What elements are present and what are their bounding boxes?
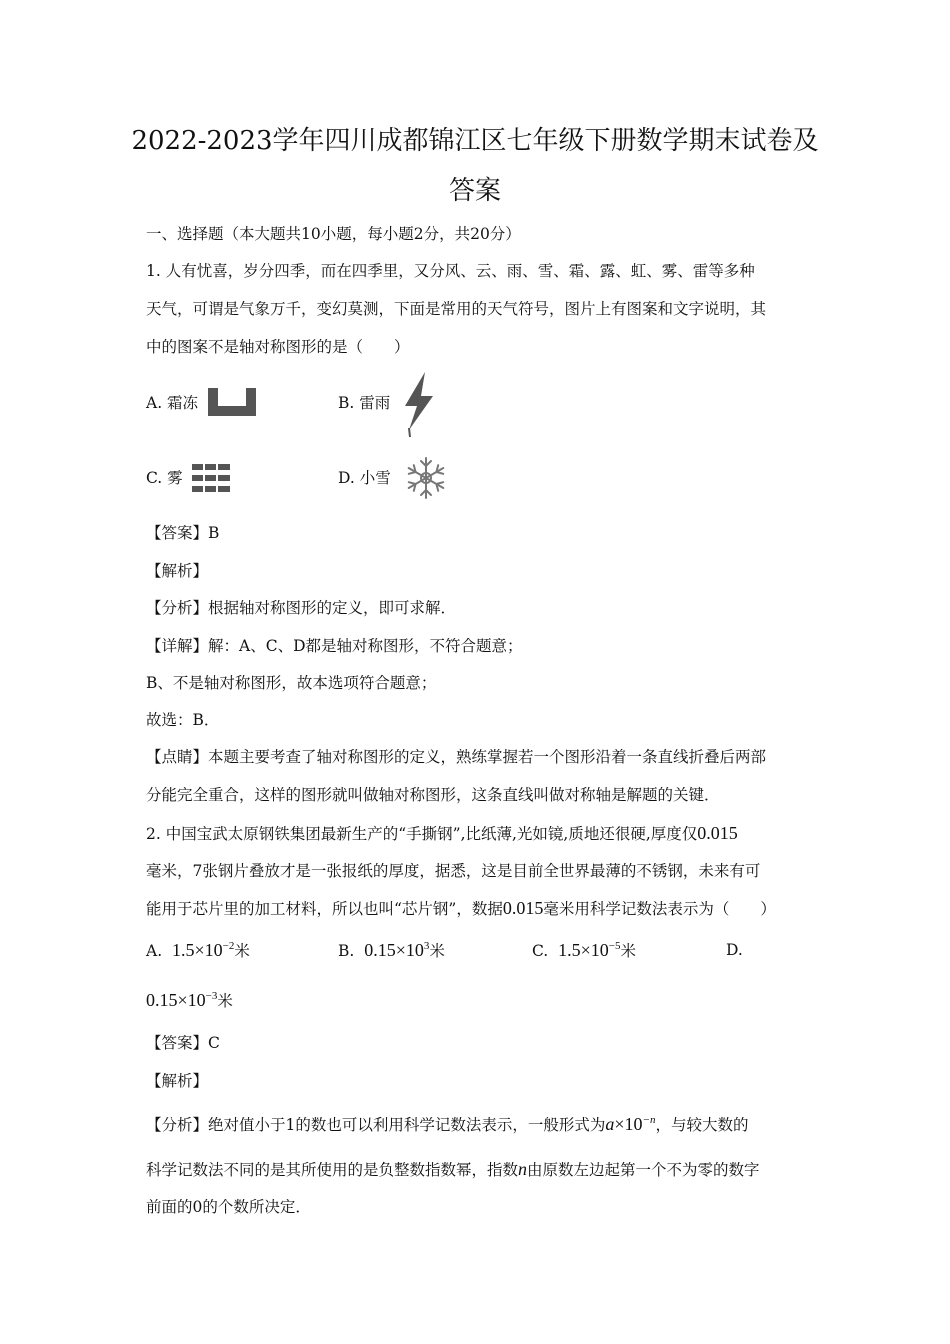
option-math: [558, 940, 620, 960]
q1-stem-line-3: 中的图案不是轴对称图形的是（ ）: [146, 338, 410, 356]
xiangjie-text: 解：A、C、D都是轴对称图形，不符合题意；: [208, 637, 523, 655]
formula-variable: a: [605, 1114, 615, 1134]
q2-option-a: [146, 940, 250, 961]
answer-value: B: [208, 524, 220, 542]
fenxi-formula: [605, 1114, 655, 1134]
option-math: [172, 940, 234, 960]
answer-tag: 【答案】: [146, 1034, 209, 1052]
q2-stem-line-3: [146, 898, 776, 919]
option-exponent: −3: [205, 990, 218, 1002]
q1-xiangjie: [146, 636, 523, 656]
option-exponent: −5: [608, 940, 621, 952]
page-title-continued: 答案: [448, 176, 501, 206]
fenxi-text: 根据轴对称图形的定义，即可求解．: [208, 599, 457, 617]
q2-data-value: 0.015: [502, 898, 544, 918]
q1-stem-line-1: 1. 人有忧喜，岁分四季，而在四季里，又分风、云、雨、雪、霜、露、虹、雾、雷等多种: [146, 262, 755, 280]
dianjing-tag: 【点睛】: [146, 748, 209, 766]
option-unit: 米: [234, 942, 250, 960]
q2-thickness-value: 0.015: [697, 823, 738, 843]
option-unit: 米: [217, 992, 233, 1010]
q1-stem-line-2: 天气，可谓是气象万千，变幻莫测，下面是常用的天气符号，图片上有图案和文字说明，其: [146, 300, 767, 318]
q2-option-d-label: D.: [726, 941, 743, 959]
fenxi-text: 由原数左边起第一个不为零的数字: [527, 1161, 760, 1179]
q1-option-b: B. 雷雨: [338, 394, 391, 412]
option-label: C.: [532, 942, 549, 960]
q1-option-c: C. 雾: [146, 469, 183, 487]
option-label: B.: [338, 942, 355, 960]
q2-option-c: [532, 940, 636, 961]
option-math: [146, 990, 217, 1010]
q2-answer: [146, 1033, 220, 1053]
thunderstorm-icon: [401, 370, 437, 438]
q1-guxuan: 故选：B．: [146, 711, 220, 729]
q2-fenxi-line-3: 前面的0的个数所决定．: [146, 1198, 311, 1216]
fenxi-text: ，与较大数的: [655, 1116, 749, 1134]
formula-base: ×10: [614, 1114, 643, 1134]
option-base: 0.15×10: [146, 990, 206, 1010]
option-base: 1.5×10: [171, 940, 223, 960]
light-snow-icon: [399, 456, 453, 500]
answer-value: C: [208, 1034, 220, 1052]
option-unit: 米: [429, 942, 445, 960]
q2-stem-text: 2. 中国宝武太原钢铁集团最新生产的“手撕钢”,比纸薄,光如镜,质地还很硬,厚度仅: [146, 825, 698, 843]
q1-option-d: D. 小雪: [338, 469, 391, 487]
option-math: [364, 940, 429, 960]
option-label: A.: [146, 942, 163, 960]
fog-icon: [192, 464, 230, 492]
option-exponent: 3: [423, 940, 430, 952]
option-exponent: −2: [222, 940, 235, 952]
q2-stem-line-2: 毫米，7张钢片叠放才是一张报纸的厚度，据悉，这是目前全世界最薄的不锈钢，未来有可: [146, 862, 761, 880]
option-unit: 米: [620, 942, 636, 960]
q2-fenxi-line-2: [146, 1159, 760, 1180]
q1-dianjing-2: 分能完全重合，这样的图形就叫做轴对称图形，这条直线叫做对称轴是解题的关键．: [146, 786, 720, 804]
xiangjie-tag: 【详解】: [146, 637, 209, 655]
formula-exponent-text: −n: [642, 1114, 656, 1126]
page-title: 2022-2023学年四川成都锦江区七年级下册数学期末试卷及: [131, 126, 819, 156]
q1-analysis-tag: 【解析】: [146, 562, 209, 580]
fenxi-variable-n: n: [518, 1159, 528, 1179]
option-base: 0.15×10: [364, 940, 424, 960]
fenxi-tag: 【分析】: [146, 1116, 209, 1134]
q2-option-b: [338, 940, 445, 961]
q1-option-a: A. 霜冻: [146, 394, 199, 412]
dianjing-text: 本题主要考查了轴对称图形的定义，熟练掌握若一个图形沿着一条直线折叠后两部: [208, 748, 767, 766]
q2-analysis-tag: 【解析】: [146, 1072, 209, 1090]
fenxi-tag: 【分析】: [146, 599, 209, 617]
option-base: 1.5×10: [558, 940, 609, 960]
q1-xiangjie-2: B、不是轴对称图形，故本选项符合题意；: [146, 674, 437, 692]
q1-dianjing: [146, 747, 766, 767]
q2-option-d: [146, 990, 233, 1011]
q2-stem-text: 毫米用科学记数法表示为（ ）: [543, 900, 776, 918]
q1-answer: [146, 523, 219, 543]
frost-icon: [208, 388, 256, 416]
q2-fenxi-line-1: [146, 1114, 749, 1135]
q2-stem-text: 能用于芯片里的加工材料，所以也叫“芯片钢”，数据: [146, 900, 503, 918]
section-heading: 一、选择题（本大题共10小题，每小题2分，共20分）: [146, 225, 521, 243]
q2-stem-line-1: [146, 823, 738, 844]
fenxi-text: 科学记数法不同的是其所使用的是负整数指数幂，指数: [146, 1161, 519, 1179]
formula-exponent: [643, 1114, 656, 1126]
q1-fenxi: [146, 598, 456, 618]
answer-tag: 【答案】: [146, 524, 209, 542]
fenxi-text: 绝对值小于1的数也可以利用科学记数法表示，一般形式为: [208, 1116, 606, 1134]
